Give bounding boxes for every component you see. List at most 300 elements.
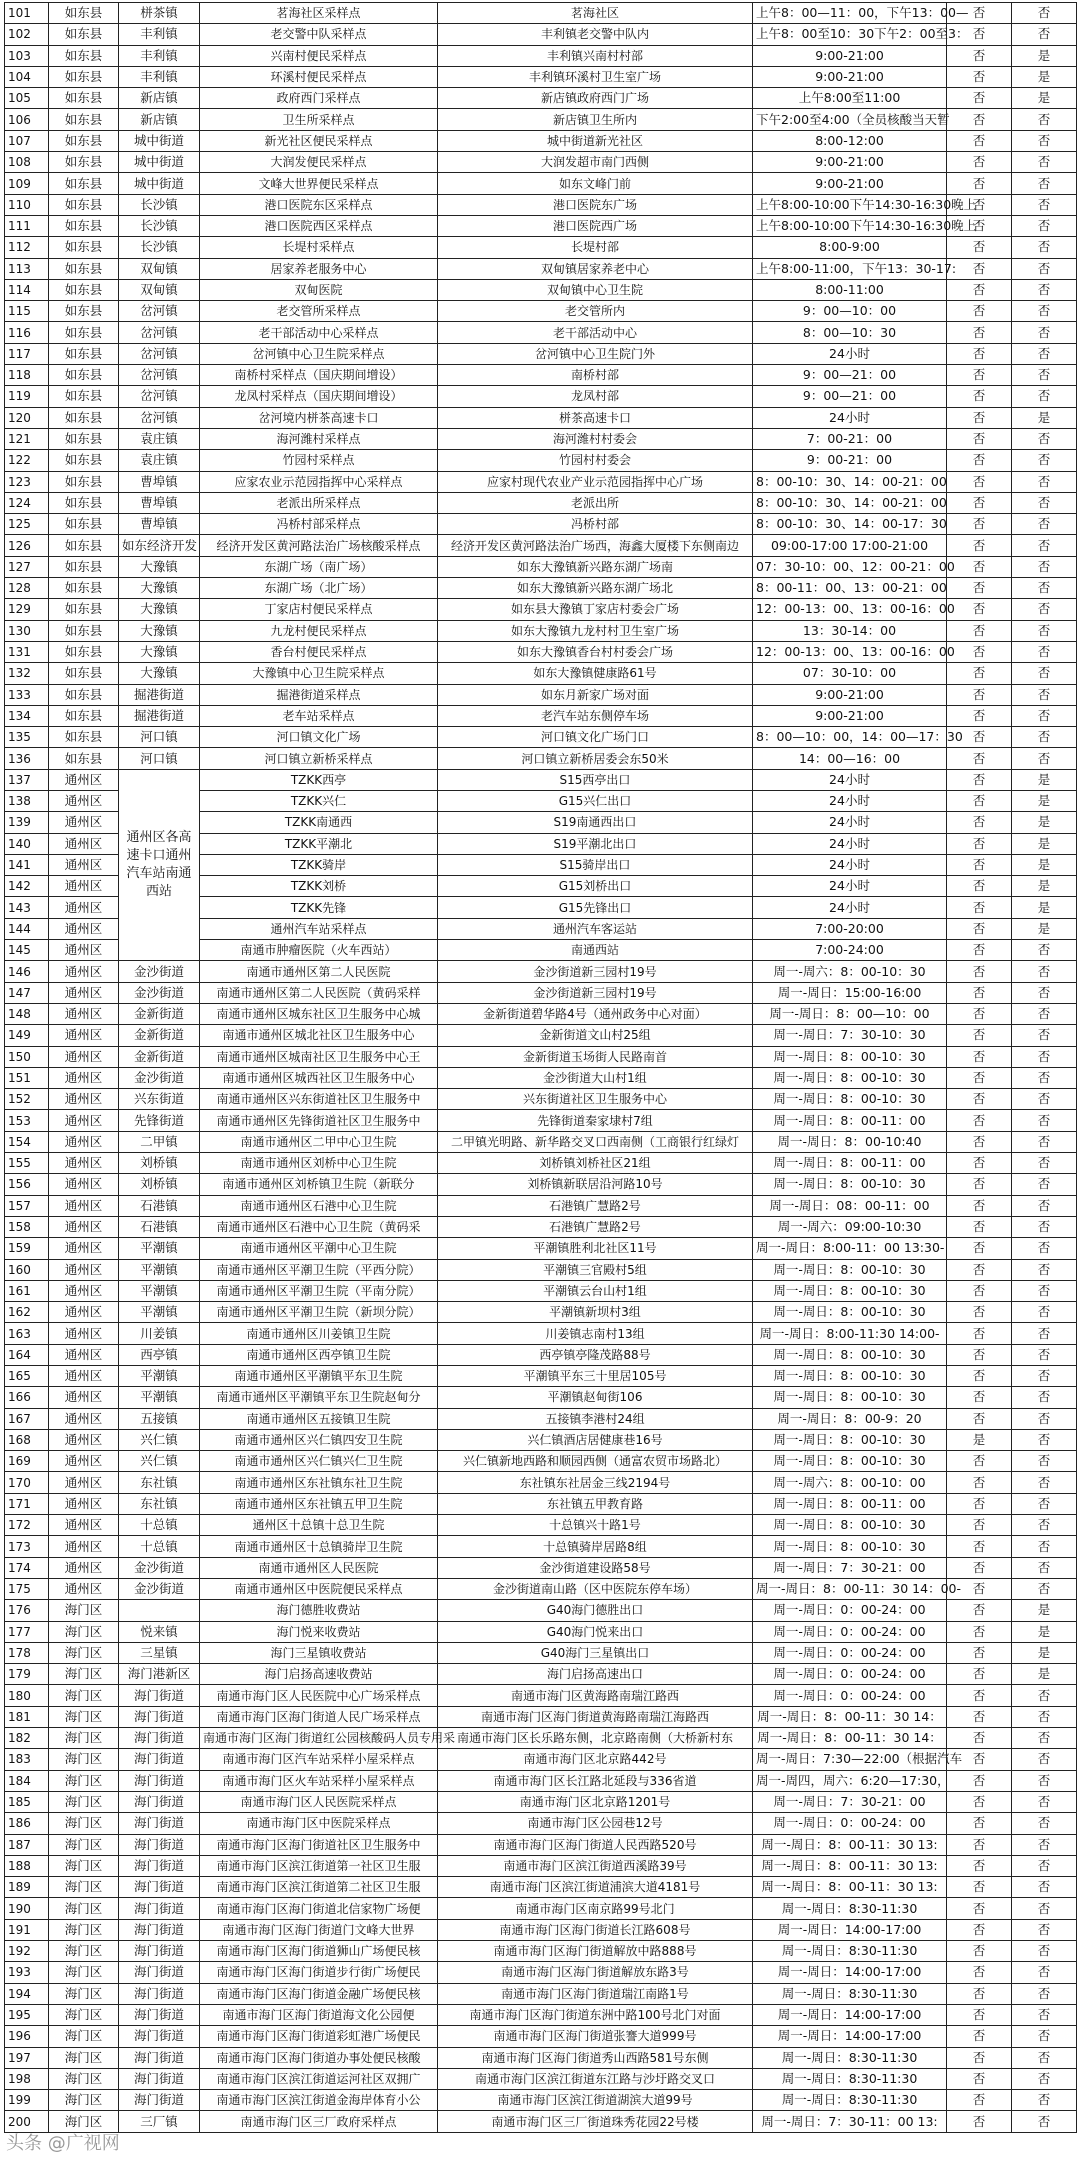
open-hours-cell: 8：00—10：00，14：00—17：30 xyxy=(753,727,947,748)
flag-a-cell: 否 xyxy=(947,790,1012,811)
district-cell: 海门区 xyxy=(49,2004,119,2025)
open-hours-cell: 周一-周日：8:30-11:30 xyxy=(753,2090,947,2111)
address-cell: 茗海社区 xyxy=(438,3,753,24)
town-cell: 海门街道 xyxy=(119,1749,200,1770)
district-cell: 通州区 xyxy=(49,1578,119,1599)
town-cell: 金沙街道 xyxy=(119,1557,200,1578)
town-cell: 三厂镇 xyxy=(119,2111,200,2132)
town-cell: 先锋街道 xyxy=(119,1110,200,1131)
row-number-cell: 133 xyxy=(5,684,49,705)
flag-b-cell: 否 xyxy=(1012,1749,1077,1770)
table-row xyxy=(5,1131,1077,1152)
table-row xyxy=(5,1962,1077,1983)
open-hours-cell: 周一-周日：0：00-24：00 xyxy=(753,1664,947,1685)
town-cell xyxy=(119,1600,200,1621)
address-cell: S15西亭出口 xyxy=(438,769,753,790)
site-name-cell: TZKK骑岸 xyxy=(200,854,438,875)
open-hours-cell: 下午2:00至4:00（全员核酸当天暂 xyxy=(753,109,947,130)
address-cell: G15兴仁出口 xyxy=(438,790,753,811)
watermark-text: 头条 @广视网 xyxy=(6,2133,120,2154)
open-hours-cell: 9：00-21：00 xyxy=(753,450,947,471)
district-cell: 海门区 xyxy=(49,2047,119,2068)
flag-b-cell: 否 xyxy=(1012,1919,1077,1940)
flag-a-cell: 否 xyxy=(947,620,1012,641)
district-cell: 通州区 xyxy=(49,1472,119,1493)
district-cell: 海门区 xyxy=(49,2111,119,2132)
town-cell: 海门街道 xyxy=(119,2047,200,2068)
row-number-cell: 198 xyxy=(5,2068,49,2089)
address-cell: 如东文峰门前 xyxy=(438,173,753,194)
town-cell: 海门街道 xyxy=(119,1919,200,1940)
district-cell: 通州区 xyxy=(49,1536,119,1557)
open-hours-cell: 周一-周日：08：00-11：00 xyxy=(753,1195,947,1216)
site-name-cell: 南通市海门区火车站采样小屋采样点 xyxy=(200,1770,438,1791)
address-cell: 金沙街道建设路58号 xyxy=(438,1557,753,1578)
table-row xyxy=(5,1706,1077,1727)
table-row xyxy=(5,1728,1077,1749)
flag-a-cell: 否 xyxy=(947,450,1012,471)
site-name-cell: 港口医院东区采样点 xyxy=(200,194,438,215)
flag-a-cell: 否 xyxy=(947,1877,1012,1898)
open-hours-cell: 7:00-20:00 xyxy=(753,918,947,939)
address-cell: 西亭镇亭隆茂路88号 xyxy=(438,1344,753,1365)
site-name-cell: 南通市通州区刘桥镇卫生院（新联分 xyxy=(200,1174,438,1195)
flag-a-cell: 否 xyxy=(947,365,1012,386)
address-cell: 城中街道新光社区 xyxy=(438,130,753,151)
address-cell: 南通市海门区海门街道人民西路520号 xyxy=(438,1834,753,1855)
row-number-cell: 165 xyxy=(5,1366,49,1387)
open-hours-cell: 周一-周日：8:30-11:30 xyxy=(753,1983,947,2004)
flag-b-cell: 否 xyxy=(1012,1174,1077,1195)
site-name-cell: 南通市通州区先锋街道社区卫生服务中 xyxy=(200,1110,438,1131)
flag-a-cell: 否 xyxy=(947,663,1012,684)
address-cell: G40海门悦来出口 xyxy=(438,1621,753,1642)
table-row xyxy=(5,1259,1077,1280)
town-cell: 长沙镇 xyxy=(119,194,200,215)
town-cell: 双甸镇 xyxy=(119,258,200,279)
flag-a-cell: 否 xyxy=(947,2068,1012,2089)
site-name-cell: 南桥村采样点（国庆期间增设） xyxy=(200,365,438,386)
district-cell: 海门区 xyxy=(49,1877,119,1898)
open-hours-cell: 周一-周日：7：30-21：00 xyxy=(753,1557,947,1578)
site-name-cell: 南通市通州区平潮卫生院（新坝分院） xyxy=(200,1302,438,1323)
site-name-cell: 南通市通州区平潮镇平东卫生院赵甸分 xyxy=(200,1387,438,1408)
table-row xyxy=(5,1110,1077,1131)
address-cell: 南桥村部 xyxy=(438,365,753,386)
flag-b-cell: 是 xyxy=(1012,918,1077,939)
flag-b-cell: 否 xyxy=(1012,322,1077,343)
district-cell: 如东县 xyxy=(49,578,119,599)
table-row xyxy=(5,1983,1077,2004)
flag-b-cell: 否 xyxy=(1012,1025,1077,1046)
site-name-cell: 老干部活动中心采样点 xyxy=(200,322,438,343)
site-name-cell: 兴南村便民采样点 xyxy=(200,45,438,66)
open-hours-cell: 8：00-10：30、14：00-21：00 xyxy=(753,492,947,513)
row-number-cell: 139 xyxy=(5,812,49,833)
address-cell: 金沙街道新三园村19号 xyxy=(438,961,753,982)
table-row xyxy=(5,1216,1077,1237)
table-row xyxy=(5,1536,1077,1557)
town-cell: 大豫镇 xyxy=(119,663,200,684)
open-hours-cell: 周一-周日：8：00-11：30 13: xyxy=(753,1855,947,1876)
town-cell: 河口镇 xyxy=(119,748,200,769)
table-row xyxy=(5,450,1077,471)
flag-a-cell: 否 xyxy=(947,1962,1012,1983)
flag-a-cell: 否 xyxy=(947,1344,1012,1365)
address-cell: 海河潍村村委会 xyxy=(438,428,753,449)
open-hours-cell: 周一-周日：0：00-24：00 xyxy=(753,1642,947,1663)
row-number-cell: 106 xyxy=(5,109,49,130)
address-cell: 南通市海门区北京路1201号 xyxy=(438,1791,753,1812)
open-hours-cell: 24小时 xyxy=(753,769,947,790)
address-cell: 石港镇广慧路2号 xyxy=(438,1216,753,1237)
district-cell: 海门区 xyxy=(49,1941,119,1962)
town-cell: 岔河镇 xyxy=(119,343,200,364)
site-name-cell: 老派出所采样点 xyxy=(200,492,438,513)
town-cell: 兴仁镇 xyxy=(119,1451,200,1472)
flag-b-cell: 否 xyxy=(1012,1515,1077,1536)
flag-b-cell: 否 xyxy=(1012,386,1077,407)
flag-b-cell: 否 xyxy=(1012,1877,1077,1898)
district-cell: 如东县 xyxy=(49,130,119,151)
address-cell: 南通市海门区滨江街道湖滨大道99号 xyxy=(438,2090,753,2111)
town-cell: 海门街道 xyxy=(119,1791,200,1812)
site-name-cell: 南通市海门区海门街道门文峰大世界 xyxy=(200,1919,438,1940)
district-cell: 海门区 xyxy=(49,1983,119,2004)
flag-a-cell: 否 xyxy=(947,748,1012,769)
flag-b-cell: 否 xyxy=(1012,1770,1077,1791)
row-number-cell: 102 xyxy=(5,24,49,45)
address-cell: 平潮镇胜利北社区11号 xyxy=(438,1238,753,1259)
address-cell: 南通市海门区海门街道解放东路3号 xyxy=(438,1962,753,1983)
open-hours-cell: 上午8:00至11:00 xyxy=(753,88,947,109)
town-cell: 石港镇 xyxy=(119,1216,200,1237)
table-row xyxy=(5,24,1077,45)
flag-a-cell: 否 xyxy=(947,1153,1012,1174)
flag-b-cell: 否 xyxy=(1012,1941,1077,1962)
site-name-cell: 九龙村便民采样点 xyxy=(200,620,438,641)
site-name-cell: 南通市通州区川姜镇卫生院 xyxy=(200,1323,438,1344)
district-cell: 通州区 xyxy=(49,1110,119,1131)
open-hours-cell: 14：00—16：00 xyxy=(753,748,947,769)
address-cell: 新店镇卫生所内 xyxy=(438,109,753,130)
row-number-cell: 123 xyxy=(5,471,49,492)
site-name-cell: 南通市通州区第二人民医院 xyxy=(200,961,438,982)
flag-a-cell: 否 xyxy=(947,1238,1012,1259)
district-cell: 如东县 xyxy=(49,641,119,662)
flag-a-cell: 否 xyxy=(947,1408,1012,1429)
open-hours-cell: 周一-周日：8：00-10：30 xyxy=(753,1046,947,1067)
flag-b-cell: 否 xyxy=(1012,1983,1077,2004)
address-cell: 南通市海门区海门街道张謇大道999号 xyxy=(438,2026,753,2047)
district-cell: 通州区 xyxy=(49,1153,119,1174)
table-row xyxy=(5,1302,1077,1323)
open-hours-cell: 周一-周日：8：00-10：30 xyxy=(753,1387,947,1408)
district-cell: 如东县 xyxy=(49,386,119,407)
site-name-cell: 南通市通州区五接镇卫生院 xyxy=(200,1408,438,1429)
flag-b-cell: 否 xyxy=(1012,1003,1077,1024)
flag-a-cell: 否 xyxy=(947,641,1012,662)
site-name-cell: 海门悦来收费站 xyxy=(200,1621,438,1642)
flag-b-cell: 是 xyxy=(1012,88,1077,109)
flag-b-cell: 否 xyxy=(1012,1855,1077,1876)
row-number-cell: 122 xyxy=(5,450,49,471)
address-cell: 金沙街道大山村1组 xyxy=(438,1067,753,1088)
flag-b-cell: 否 xyxy=(1012,1131,1077,1152)
table-row xyxy=(5,982,1077,1003)
flag-a-cell: 否 xyxy=(947,1323,1012,1344)
address-cell: G15先锋出口 xyxy=(438,897,753,918)
site-name-cell: 河口镇立新桥采样点 xyxy=(200,748,438,769)
open-hours-cell: 7:00-24:00 xyxy=(753,940,947,961)
flag-b-cell: 否 xyxy=(1012,2047,1077,2068)
open-hours-cell: 周一-周日：8：00-10：30 xyxy=(753,1536,947,1557)
open-hours-cell: 周一-周日：8：00-10：30 xyxy=(753,1451,947,1472)
flag-b-cell: 是 xyxy=(1012,1642,1077,1663)
district-cell: 通州区 xyxy=(49,1046,119,1067)
row-number-cell: 150 xyxy=(5,1046,49,1067)
district-cell: 如东县 xyxy=(49,407,119,428)
table-row xyxy=(5,1515,1077,1536)
flag-b-cell: 否 xyxy=(1012,1110,1077,1131)
district-cell: 通州区 xyxy=(49,1195,119,1216)
flag-b-cell: 否 xyxy=(1012,1451,1077,1472)
flag-b-cell: 否 xyxy=(1012,1280,1077,1301)
flag-b-cell: 否 xyxy=(1012,705,1077,726)
row-number-cell: 171 xyxy=(5,1493,49,1514)
row-number-cell: 189 xyxy=(5,1877,49,1898)
address-cell: 通州汽车客运站 xyxy=(438,918,753,939)
open-hours-cell: 9:00-21:00 xyxy=(753,45,947,66)
address-cell: 南通市海门区滨江街道浦滨大道4181号 xyxy=(438,1877,753,1898)
district-cell: 如东县 xyxy=(49,237,119,258)
town-cell: 金新街道 xyxy=(119,1025,200,1046)
site-name-cell: 港口医院西区采样点 xyxy=(200,215,438,236)
table-row xyxy=(5,1685,1077,1706)
flag-b-cell: 否 xyxy=(1012,258,1077,279)
row-number-cell: 153 xyxy=(5,1110,49,1131)
site-name-cell: 河口镇文化广场 xyxy=(200,727,438,748)
district-cell: 通州区 xyxy=(49,1387,119,1408)
table-row xyxy=(5,322,1077,343)
town-cell: 大豫镇 xyxy=(119,641,200,662)
address-cell: 老干部活动中心 xyxy=(438,322,753,343)
open-hours-cell: 12：00-13：00、13：00-16：00 xyxy=(753,599,947,620)
open-hours-cell: 周一-周日：14:00-17:00 xyxy=(753,2026,947,2047)
flag-a-cell: 否 xyxy=(947,1259,1012,1280)
row-number-cell: 140 xyxy=(5,833,49,854)
address-cell: 南通市海门区长乐路东侧，北京路南侧（大桥新村东 xyxy=(438,1728,753,1749)
testing-sites-table xyxy=(4,2,1077,2133)
open-hours-cell: 周一-周日：14:00-17:00 xyxy=(753,2004,947,2025)
flag-b-cell: 是 xyxy=(1012,407,1077,428)
address-cell: 兴仁镇酒店居健康巷16号 xyxy=(438,1429,753,1450)
open-hours-cell: 周一-周日：0：00-24：00 xyxy=(753,1813,947,1834)
site-name-cell: 南通市海门区海门街道社区卫生服务中 xyxy=(200,1834,438,1855)
address-cell: 金新街道碧华路4号（通州政务中心对面） xyxy=(438,1003,753,1024)
table-row xyxy=(5,237,1077,258)
site-name-cell: 东湖广场（南广场） xyxy=(200,556,438,577)
table-row xyxy=(5,1621,1077,1642)
district-cell: 海门区 xyxy=(49,1770,119,1791)
flag-a-cell: 否 xyxy=(947,66,1012,87)
row-number-cell: 185 xyxy=(5,1791,49,1812)
district-cell: 如东县 xyxy=(49,450,119,471)
open-hours-cell: 周一-周日：0：00-24：00 xyxy=(753,1621,947,1642)
open-hours-cell: 周一-周日：7：30-10：30 xyxy=(753,1025,947,1046)
flag-b-cell: 否 xyxy=(1012,237,1077,258)
row-number-cell: 131 xyxy=(5,641,49,662)
row-number-cell: 192 xyxy=(5,1941,49,1962)
row-number-cell: 110 xyxy=(5,194,49,215)
open-hours-cell: 周一-周日：8：00-11：00 xyxy=(753,1493,947,1514)
flag-a-cell: 否 xyxy=(947,1834,1012,1855)
row-number-cell: 104 xyxy=(5,66,49,87)
flag-b-cell: 否 xyxy=(1012,2004,1077,2025)
row-number-cell: 190 xyxy=(5,1898,49,1919)
district-cell: 通州区 xyxy=(49,1408,119,1429)
district-cell: 通州区 xyxy=(49,790,119,811)
town-cell: 悦来镇 xyxy=(119,1621,200,1642)
flag-a-cell: 否 xyxy=(947,812,1012,833)
flag-a-cell: 否 xyxy=(947,876,1012,897)
town-cell: 平潮镇 xyxy=(119,1387,200,1408)
town-cell: 双甸镇 xyxy=(119,279,200,300)
table-row xyxy=(5,279,1077,300)
table-row xyxy=(5,1280,1077,1301)
open-hours-cell: 24小时 xyxy=(753,897,947,918)
address-cell: 河口镇立新桥居委会东50米 xyxy=(438,748,753,769)
table-row xyxy=(5,1472,1077,1493)
address-cell: 新店镇政府西门广场 xyxy=(438,88,753,109)
row-number-cell: 191 xyxy=(5,1919,49,1940)
site-name-cell: TZKK平潮北 xyxy=(200,833,438,854)
flag-b-cell: 否 xyxy=(1012,961,1077,982)
row-number-cell: 136 xyxy=(5,748,49,769)
open-hours-cell: 周一-周日：14:00-17:00 xyxy=(753,1919,947,1940)
flag-a-cell: 否 xyxy=(947,322,1012,343)
town-cell: 十总镇 xyxy=(119,1536,200,1557)
site-name-cell: 老交管所采样点 xyxy=(200,301,438,322)
flag-a-cell: 否 xyxy=(947,2111,1012,2132)
flag-a-cell: 否 xyxy=(947,1216,1012,1237)
flag-b-cell: 否 xyxy=(1012,1813,1077,1834)
table-row xyxy=(5,45,1077,66)
open-hours-cell: 周一-周日：8：00-11：30 13: xyxy=(753,1834,947,1855)
open-hours-cell: 12：00-13：00、13：00-16：00 xyxy=(753,641,947,662)
address-cell: G15刘桥出口 xyxy=(438,876,753,897)
flag-a-cell: 否 xyxy=(947,194,1012,215)
site-name-cell: 南通市海门区海门街道步行街广场便民 xyxy=(200,1962,438,1983)
district-cell: 如东县 xyxy=(49,194,119,215)
flag-b-cell: 否 xyxy=(1012,301,1077,322)
town-cell: 海门街道 xyxy=(119,1728,200,1749)
row-number-cell: 180 xyxy=(5,1685,49,1706)
row-number-cell: 142 xyxy=(5,876,49,897)
flag-a-cell: 否 xyxy=(947,1855,1012,1876)
row-number-cell: 178 xyxy=(5,1642,49,1663)
flag-b-cell: 否 xyxy=(1012,1259,1077,1280)
row-number-cell: 135 xyxy=(5,727,49,748)
row-number-cell: 141 xyxy=(5,854,49,875)
row-number-cell: 111 xyxy=(5,215,49,236)
town-cell: 平潮镇 xyxy=(119,1366,200,1387)
town-cell: 金沙街道 xyxy=(119,961,200,982)
town-cell: 刘桥镇 xyxy=(119,1174,200,1195)
flag-b-cell: 否 xyxy=(1012,1387,1077,1408)
address-cell: 平潮镇赵甸街106 xyxy=(438,1387,753,1408)
row-number-cell: 119 xyxy=(5,386,49,407)
town-cell: 刘桥镇 xyxy=(119,1153,200,1174)
flag-b-cell: 否 xyxy=(1012,2090,1077,2111)
table-row xyxy=(5,1067,1077,1088)
address-cell: S15骑岸出口 xyxy=(438,854,753,875)
district-cell: 海门区 xyxy=(49,1855,119,1876)
district-cell: 海门区 xyxy=(49,1962,119,1983)
district-cell: 通州区 xyxy=(49,1003,119,1024)
site-name-cell: 文峰大世界便民采样点 xyxy=(200,173,438,194)
site-name-cell: 南通市肿瘤医院（火车西站） xyxy=(200,940,438,961)
town-cell: 海门街道 xyxy=(119,1685,200,1706)
table-row xyxy=(5,705,1077,726)
address-cell: 应家村现代农业产业示范园指挥中心广场 xyxy=(438,471,753,492)
address-cell: G40海门三星镇出口 xyxy=(438,1642,753,1663)
flag-b-cell: 否 xyxy=(1012,194,1077,215)
address-cell: 平潮镇三官殿村5组 xyxy=(438,1259,753,1280)
open-hours-cell: 周一-周日：8：00-11：30 13: xyxy=(753,1877,947,1898)
table-row xyxy=(5,152,1077,173)
table-row xyxy=(5,1195,1077,1216)
table-row xyxy=(5,1877,1077,1898)
town-cell: 岔河镇 xyxy=(119,365,200,386)
row-number-cell: 152 xyxy=(5,1089,49,1110)
site-name-cell: 南通市通州区平潮中心卫生院 xyxy=(200,1238,438,1259)
flag-a-cell: 否 xyxy=(947,854,1012,875)
site-name-cell: 龙凤村采样点（国庆期间增设） xyxy=(200,386,438,407)
flag-b-cell: 是 xyxy=(1012,1664,1077,1685)
flag-a-cell: 否 xyxy=(947,1366,1012,1387)
town-cell: 丰利镇 xyxy=(119,24,200,45)
table-row xyxy=(5,535,1077,556)
district-cell: 海门区 xyxy=(49,1791,119,1812)
site-name-cell: 南通市海门区滨江街道第一社区卫生服 xyxy=(200,1855,438,1876)
district-cell: 通州区 xyxy=(49,833,119,854)
flag-a-cell: 否 xyxy=(947,833,1012,854)
open-hours-cell: 9:00-21:00 xyxy=(753,684,947,705)
open-hours-cell: 周一-周日：0：00-24：00 xyxy=(753,1685,947,1706)
open-hours-cell: 周一-周日：0：00-24：00 xyxy=(753,1600,947,1621)
site-name-cell: 南通市通州区平潮卫生院（平南分院） xyxy=(200,1280,438,1301)
row-number-cell: 112 xyxy=(5,237,49,258)
table-row xyxy=(5,1749,1077,1770)
town-cell: 海门街道 xyxy=(119,1898,200,1919)
open-hours-cell: 周一-周日：8：00-10：30 xyxy=(753,1302,947,1323)
district-cell: 如东县 xyxy=(49,705,119,726)
district-cell: 如东县 xyxy=(49,727,119,748)
district-cell: 通州区 xyxy=(49,1067,119,1088)
district-cell: 如东县 xyxy=(49,556,119,577)
district-cell: 通州区 xyxy=(49,961,119,982)
table-row xyxy=(5,109,1077,130)
open-hours-cell: 周一-周日：15:00-16:00 xyxy=(753,982,947,1003)
open-hours-cell: 周一-周日：8：00-10：30 xyxy=(753,1344,947,1365)
flag-a-cell: 否 xyxy=(947,1131,1012,1152)
flag-b-cell: 否 xyxy=(1012,365,1077,386)
table-row xyxy=(5,194,1077,215)
district-cell: 通州区 xyxy=(49,918,119,939)
town-cell: 金新街道 xyxy=(119,1046,200,1067)
table-row xyxy=(5,961,1077,982)
